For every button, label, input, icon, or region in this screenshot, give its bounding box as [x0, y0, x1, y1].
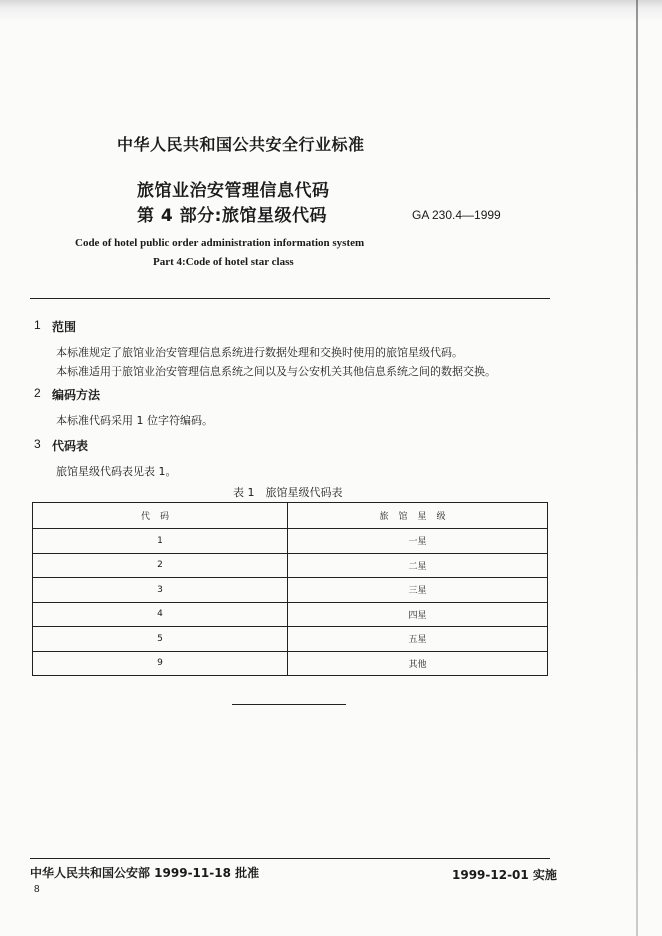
- english-title-line1: Code of hotel public order administration information system: [75, 237, 365, 249]
- document-title-line2: 第 4 部分:旅馆星级代码: [137, 206, 327, 226]
- code-cell: 3: [33, 578, 288, 603]
- paragraph: 本标准规定了旅馆业治安管理信息系统进行数据处理和交换时使用的旅馆星级代码。: [56, 346, 463, 359]
- page-number: 8: [34, 884, 40, 895]
- star-class-cell: 二星: [288, 553, 548, 578]
- end-of-text-rule: [232, 704, 346, 705]
- star-class-cell: 五星: [288, 627, 548, 652]
- table-caption: 表 1 旅馆星级代码表: [233, 486, 343, 499]
- star-class-cell: 一星: [288, 529, 548, 554]
- star-class-cell: 其他: [288, 651, 548, 676]
- implementation-date: 1999-12-01 实施: [452, 868, 557, 882]
- header-divider: [30, 298, 550, 299]
- paragraph: 旅馆星级代码表见表 1。: [56, 465, 177, 478]
- code-cell: 5: [33, 627, 288, 652]
- footer-divider: [30, 858, 550, 859]
- table-row: [33, 578, 548, 603]
- scan-top-edge: [0, 0, 662, 22]
- section-title: 代码表: [52, 439, 89, 453]
- paragraph: 本标准适用于旅馆业治安管理信息系统之间以及与公安机关其他信息系统之间的数据交换。: [56, 365, 496, 378]
- code-cell: 1: [33, 529, 288, 554]
- table-row: [33, 627, 548, 652]
- paragraph: 本标准代码采用 1 位字符编码。: [56, 414, 213, 427]
- section-number: 2: [34, 386, 41, 400]
- section-number: 3: [34, 437, 41, 451]
- code-cell: 4: [33, 602, 288, 627]
- standard-number: GA 230.4—1999: [412, 208, 501, 222]
- table-header-row: [33, 503, 548, 529]
- column-header-code: 代码: [33, 503, 288, 529]
- code-cell: 9: [33, 651, 288, 676]
- star-class-cell: 三星: [288, 578, 548, 603]
- issued-by-date: 中华人民共和国公安部 1999-11-18 批准: [30, 866, 260, 880]
- section-number: 1: [34, 318, 41, 332]
- table-row: [33, 553, 548, 578]
- code-cell: 2: [33, 553, 288, 578]
- standard-type-header: 中华人民共和国公共安全行业标准: [117, 135, 365, 154]
- table-row: [33, 602, 548, 627]
- document-title-line1: 旅馆业治安管理信息代码: [137, 181, 330, 201]
- table-row: [33, 651, 548, 676]
- star-class-code-table: [32, 502, 548, 676]
- english-title-line2: Part 4:Code of hotel star class: [153, 256, 294, 268]
- star-class-cell: 四星: [288, 602, 548, 627]
- column-header-star-class: 旅馆星级: [288, 503, 548, 529]
- section-title: 编码方法: [52, 388, 101, 402]
- table-row: [33, 529, 548, 554]
- scan-right-edge: [636, 0, 638, 936]
- section-title: 范围: [52, 320, 77, 334]
